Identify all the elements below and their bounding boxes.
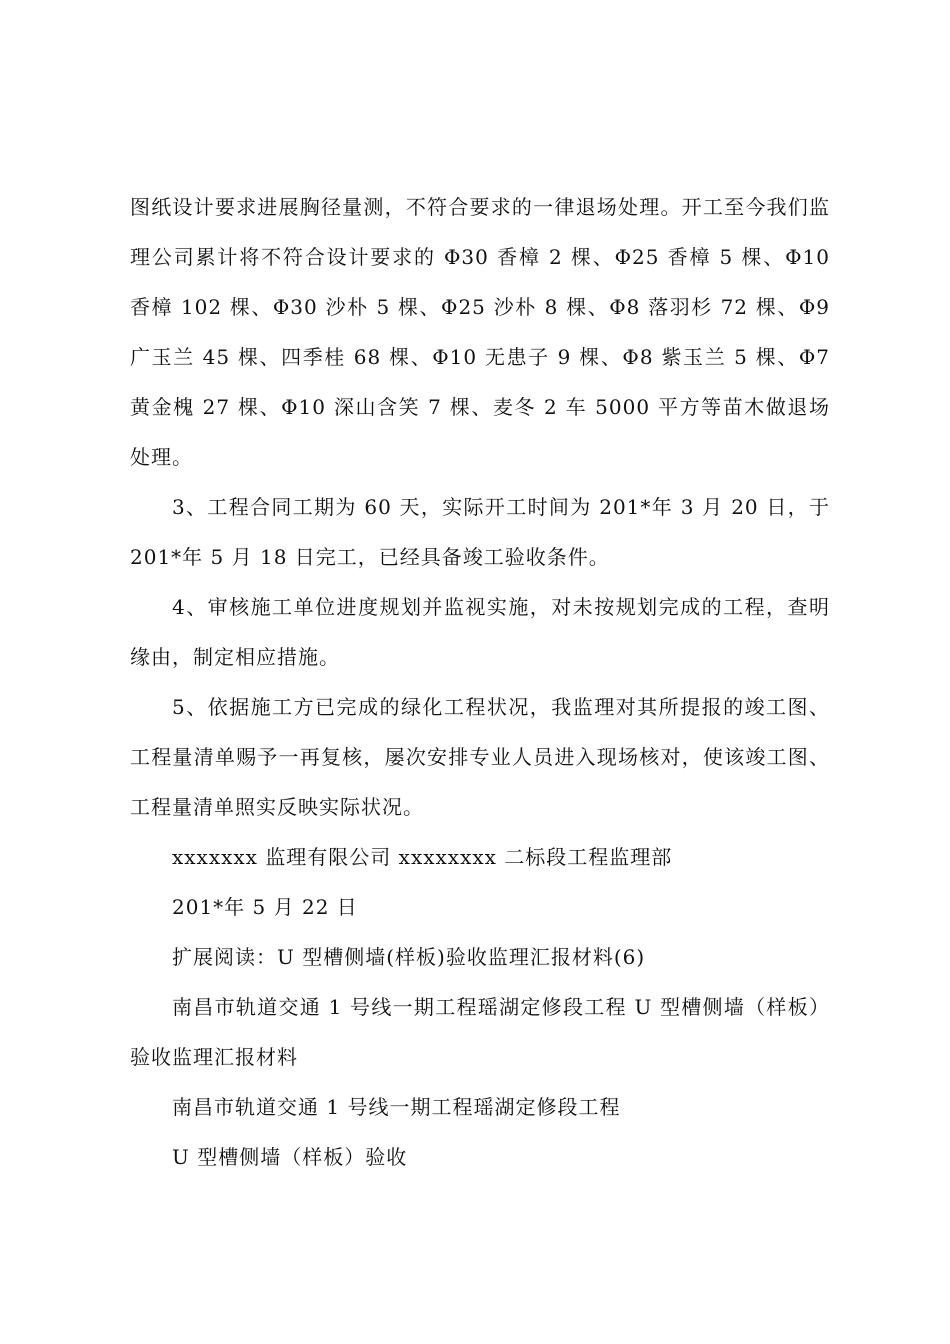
signature-date: 201*年 5 月 22 日 bbox=[172, 895, 358, 919]
acceptance-subject: U 型槽侧墙（样板）验收 bbox=[172, 1145, 408, 1169]
project-name: 南昌市轨道交通 1 号线一期工程瑶湖定修段工程 bbox=[172, 1095, 621, 1119]
report-heading: 南昌市轨道交通 1 号线一期工程瑶湖定修段工程 U 型槽侧墙（样板）验收监理汇报材料 bbox=[130, 995, 830, 1069]
extended-reading-title: 扩展阅读：U 型槽侧墙(样板)验收监理汇报材料(6) bbox=[172, 945, 646, 969]
paragraph-item-5-review: 5、依据施工方已完成的绿化工程状况，我监理对其所提报的竣工图、工程量清单赐予一再复核，屡次安排专业人员进入现场核对，使该竣工图、工程量清单照实反映实际状况。 bbox=[130, 695, 830, 819]
signature-company: xxxxxxx 监理有限公司 xxxxxxxx 二标段工程监理部 bbox=[172, 845, 673, 869]
paragraph-item-4-progress: 4、审核施工单位进度规划并监视实施，对未按规划完成的工程，查明缘由，制定相应措施。 bbox=[130, 595, 830, 669]
paragraph-item-3-schedule: 3、工程合同工期为 60 天，实际开工时间为 201*年 3 月 20 日，于 201*年 5 月 18 日完工，已经具备竣工验收条件。 bbox=[130, 495, 830, 569]
body-text bbox=[130, 182, 830, 1182]
paragraph-seedling-removal: 图纸设计要求进展胸径量测，不符合要求的一律退场处理。开工至今我们监理公司累计将不符合设计要求的 Φ30 香樟 2 棵、Φ25 香樟 5 棵、Φ10 香樟 102 棵、Φ30 沙朴 5 棵、Φ25 沙朴 8 棵、Φ8 落羽杉 72 棵、Φ9 广玉兰 45 棵、四季桂 68 棵、Φ10 无患子 9 棵、Φ8 紫玉兰 5 棵、Φ7 黄金槐 27 棵、Φ10 深山含笑 7 棵、麦冬 2 车 5000 平方等苗木做退场处理。 bbox=[130, 195, 830, 469]
